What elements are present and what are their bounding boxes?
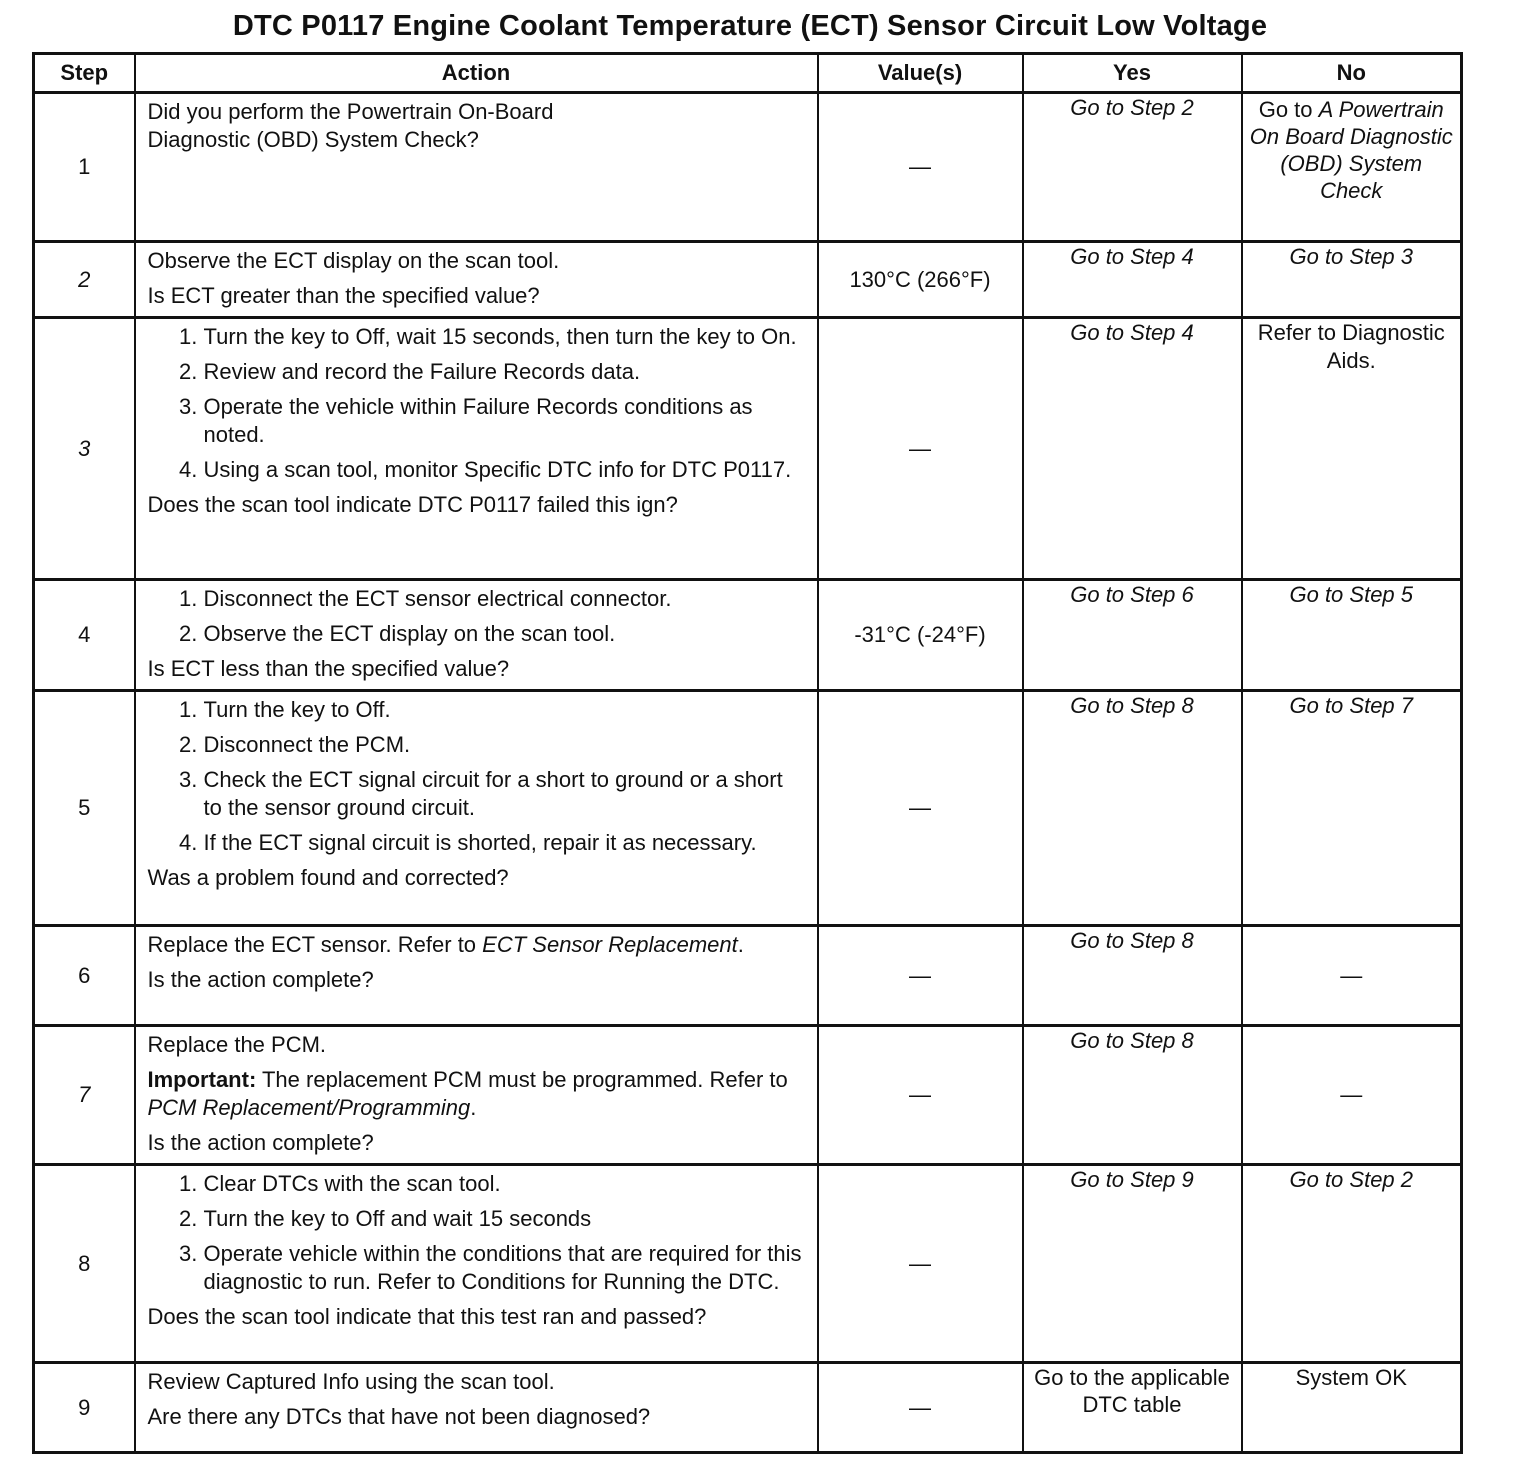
important-ref: PCM Replacement/Programming — [147, 1095, 471, 1120]
action-question: Was a problem found and corrected? — [147, 865, 509, 890]
yes-action: Go to Step 8 — [1070, 1028, 1194, 1053]
yes-action: Go to Step 8 — [1070, 928, 1194, 953]
action-step: 3. Check the ECT signal circuit for a short to ground or a short to the sensor ground circuit. — [204, 766, 807, 822]
yes-cell — [1023, 580, 1242, 691]
action-cell — [135, 926, 818, 1026]
action-steps — [148, 696, 807, 857]
value-text: — — [909, 154, 931, 179]
table-row — [34, 1026, 1462, 1165]
value-text: 130°C (266°F) — [849, 266, 991, 292]
value-text: — — [909, 962, 931, 988]
action-cell — [135, 691, 818, 926]
table-row — [34, 318, 1462, 580]
no-action: System OK — [1295, 1365, 1407, 1390]
yes-cell — [1023, 1165, 1242, 1363]
no-cell — [1242, 1363, 1462, 1453]
step-number: 3 — [34, 318, 135, 580]
yes-cell — [1023, 318, 1242, 580]
value-cell — [818, 318, 1023, 580]
action-question: Is the action complete? — [147, 967, 374, 992]
action-question: Are there any DTCs that have not been diagnosed? — [147, 1404, 651, 1429]
no-action: — — [1340, 962, 1363, 988]
document-title: DTC P0117 Engine Coolant Temperature (ECT) Sensor Circuit Low Voltage — [232, 10, 1268, 42]
action-ref: ECT Sensor Replacement — [482, 932, 738, 957]
no-cell — [1242, 1026, 1462, 1165]
action-steps — [148, 323, 807, 484]
table-header-row — [34, 54, 1462, 93]
no-action-prefix: Go to — [1258, 97, 1313, 122]
action-cell — [135, 580, 818, 691]
action-question: Is the action complete? — [147, 1130, 374, 1155]
value-cell — [818, 1363, 1023, 1453]
action-step: 3. Operate vehicle within the conditions that are required for this diagnostic to run. Refer to Conditions for Running the DTC. — [204, 1240, 807, 1296]
value-cell — [818, 93, 1023, 242]
important-label: Important: — [147, 1067, 257, 1092]
action-step: 1. Clear DTCs with the scan tool. — [204, 1170, 807, 1198]
no-cell — [1242, 93, 1462, 242]
value-cell — [818, 580, 1023, 691]
yes-action: Go to Step 2 — [1070, 95, 1194, 120]
yes-cell — [1023, 93, 1242, 242]
action-question: Does the scan tool indicate DTC P0117 failed this ign? — [147, 492, 678, 517]
yes-action: Go to Step 8 — [1070, 693, 1194, 718]
action-step: 2. Review and record the Failure Records data. — [204, 358, 807, 386]
yes-action: Go to Step 4 — [1070, 320, 1194, 345]
value-cell — [818, 242, 1023, 318]
value-text: — — [909, 435, 931, 461]
no-action: Go to Step 7 — [1289, 693, 1414, 718]
table-row — [34, 242, 1462, 318]
action-question: Is ECT greater than the specified value? — [147, 283, 540, 308]
no-cell — [1242, 580, 1462, 691]
action-step: 4. Using a scan tool, monitor Specific DTC info for DTC P0117. — [204, 456, 807, 484]
action-text: Review Captured Info using the scan tool. — [147, 1369, 555, 1394]
diagnostic-table — [32, 52, 1463, 1454]
table-row — [34, 926, 1462, 1026]
header-no: No — [1242, 54, 1462, 93]
step-number: 9 — [34, 1363, 135, 1453]
action-steps — [148, 585, 807, 648]
action-step: 3. Operate the vehicle within Failure Records conditions as noted. — [204, 393, 807, 449]
action-step: 1. Turn the key to Off. — [204, 696, 807, 724]
yes-cell — [1023, 691, 1242, 926]
action-cell — [135, 1026, 818, 1165]
yes-cell — [1023, 926, 1242, 1026]
important-text: The replacement PCM must be programmed. Refer to — [261, 1067, 788, 1092]
action-text-prefix: Replace the ECT sensor. Refer to — [147, 932, 477, 957]
step-number: 1 — [34, 93, 135, 242]
value-text: — — [909, 795, 931, 820]
important-note: Important: The replacement PCM must be programmed. Refer to PCM Replacement/Programming. — [147, 1067, 788, 1120]
no-action: Go to Step 3 — [1289, 244, 1414, 269]
action-text: Observe the ECT display on the scan tool. — [147, 248, 560, 273]
header-values: Value(s) — [818, 54, 1023, 93]
action-question: Is ECT less than the specified value? — [147, 656, 510, 681]
value-cell — [818, 691, 1023, 926]
action-step: 1. Disconnect the ECT sensor electrical connector. — [204, 585, 807, 613]
yes-action: Go to the applicable DTC table — [1034, 1365, 1230, 1417]
action-cell — [135, 1363, 818, 1453]
no-cell — [1242, 691, 1462, 926]
yes-action: Go to Step 6 — [1070, 582, 1194, 607]
action-step: 1. Turn the key to Off, wait 15 seconds, then turn the key to On. — [204, 323, 807, 351]
action-step: 4. If the ECT signal circuit is shorted, repair it as necessary. — [204, 829, 807, 857]
yes-action: Go to Step 9 — [1070, 1167, 1194, 1192]
step-number: 5 — [34, 691, 135, 926]
action-text: Replace the PCM. — [147, 1032, 327, 1057]
header-step: Step — [34, 54, 135, 93]
no-action: — — [1340, 1082, 1363, 1107]
no-cell — [1242, 926, 1462, 1026]
yes-action: Go to Step 4 — [1070, 244, 1194, 269]
no-action: Go to Step 5 — [1289, 582, 1414, 607]
action-step: 2. Disconnect the PCM. — [204, 731, 807, 759]
value-cell — [818, 1165, 1023, 1363]
action-cell — [135, 1165, 818, 1363]
step-number: 2 — [34, 242, 135, 318]
table-row — [34, 691, 1462, 926]
yes-cell — [1023, 1026, 1242, 1165]
step-number: 7 — [34, 1026, 135, 1165]
value-text: — — [909, 1250, 931, 1276]
step-number: 8 — [34, 1165, 135, 1363]
value-cell — [818, 1026, 1023, 1165]
action-text: Replace the ECT sensor. Refer to ECT Sensor Replacement. — [147, 932, 744, 957]
action-step: 2. Turn the key to Off and wait 15 seconds — [204, 1205, 807, 1233]
action-cell — [135, 318, 818, 580]
table-row — [34, 93, 1462, 242]
no-action: Go to Step 2 — [1289, 1167, 1414, 1192]
value-text: — — [909, 1082, 931, 1107]
yes-cell — [1023, 242, 1242, 318]
no-action-ref: A Powertrain On Board Diagnostic (OBD) System Check — [1249, 97, 1453, 203]
action-steps — [148, 1170, 807, 1296]
table-row — [34, 1363, 1462, 1453]
value-cell — [818, 926, 1023, 1026]
header-yes: Yes — [1023, 54, 1242, 93]
header-action: Action — [135, 54, 818, 93]
action-text: Diagnostic (OBD) System Check? — [147, 127, 479, 152]
action-cell — [135, 93, 818, 242]
no-action: Refer to Diagnostic Aids. — [1257, 320, 1445, 373]
no-cell — [1242, 1165, 1462, 1363]
action-step: 2. Observe the ECT display on the scan tool. — [204, 620, 807, 648]
action-cell — [135, 242, 818, 318]
action-question: Does the scan tool indicate that this test ran and passed? — [147, 1304, 707, 1329]
table-row — [34, 580, 1462, 691]
no-cell — [1242, 318, 1462, 580]
step-number: 4 — [34, 580, 135, 691]
no-cell — [1242, 242, 1462, 318]
action-text: Did you perform the Powertrain On-Board — [147, 99, 554, 124]
yes-cell — [1023, 1363, 1242, 1453]
table-row — [34, 1165, 1462, 1363]
value-text: — — [909, 1394, 931, 1420]
value-text: -31°C (-24°F) — [854, 622, 986, 647]
step-number: 6 — [34, 926, 135, 1026]
